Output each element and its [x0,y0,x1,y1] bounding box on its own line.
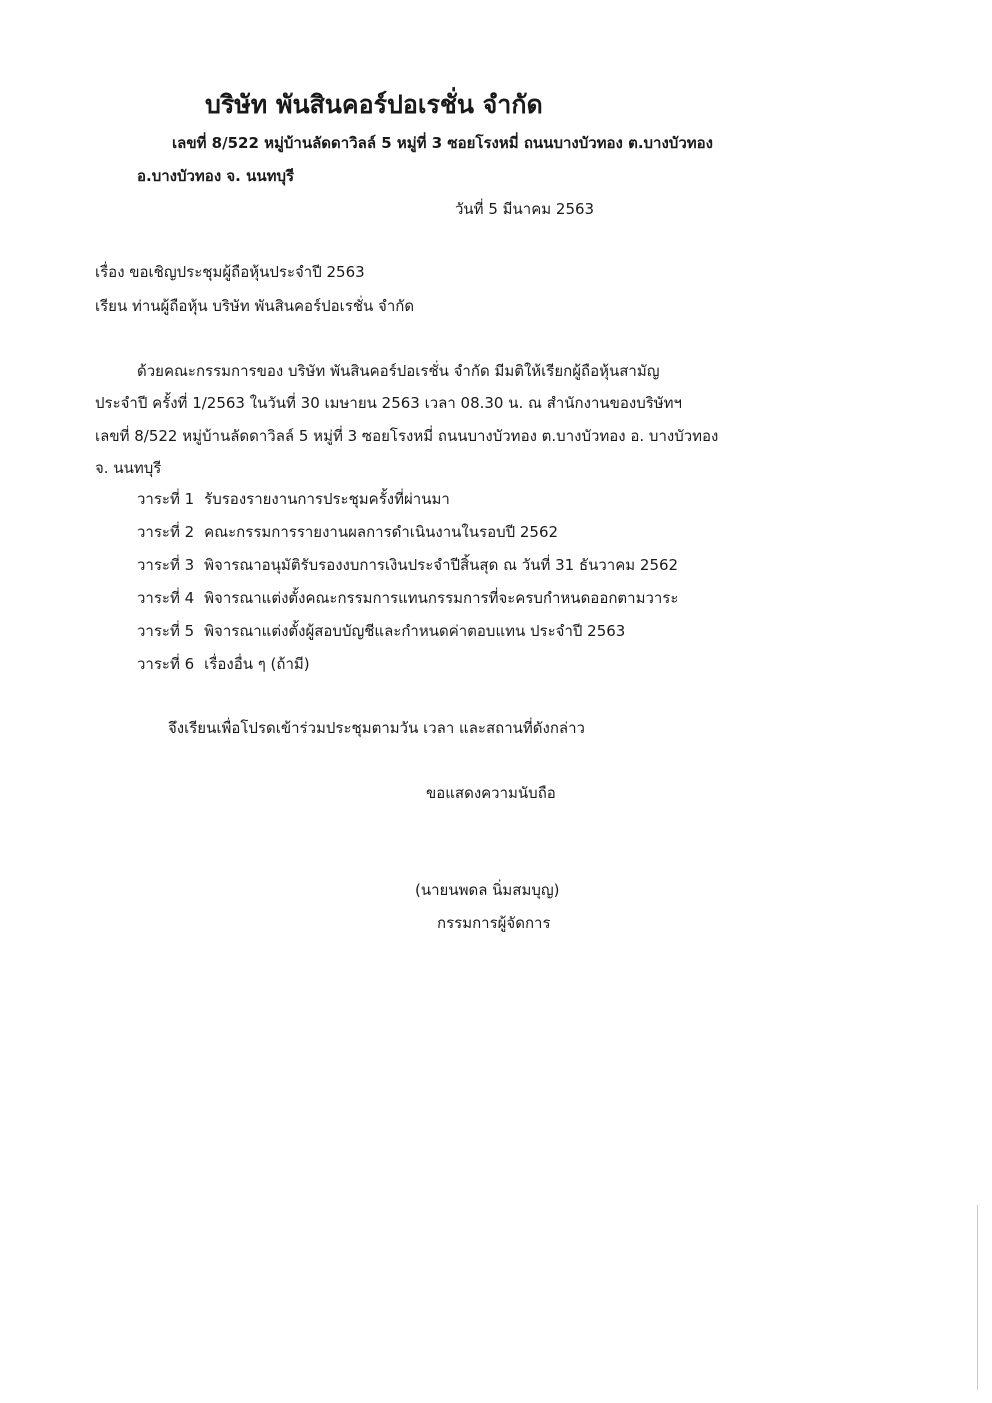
agenda-text: รับรองรายงานการประชุมครั้งที่ผ่านมา [204,490,450,508]
agenda-text: พิจารณาอนุมัติรับรองงบการเงินประจำปีสิ้นสุด ณ วันที่ 31 ธันวาคม 2562 [204,556,679,574]
agenda-text: พิจารณาแต่งตั้งผู้สอบบัญชีและกำหนดค่าตอบแทน ประจำปี 2563 [204,622,626,640]
signer-name: (นายนพดล นิ่มสมบุญ) [415,881,560,899]
letter-recipient: เรียน ท่านผู้ถือหุ้น บริษัท พันสินคอร์ปอเรชั่น จำกัด [95,297,415,315]
agenda-number: วาระที่ 5 [137,622,195,640]
company-address-line-2: อ.บางบัวทอง จ. นนทบุรี [137,167,295,185]
agenda-text: พิจารณาแต่งตั้งคณะกรรมการแทนกรรมการที่จะครบกำหนดออกตามวาระ [204,589,679,607]
agenda-text: คณะกรรมการรายงานผลการดำเนินงานในรอบปี 2562 [204,523,559,541]
company-address-line-1: เลขที่ 8/522 หมู่บ้านลัดดาวิลล์ 5 หมู่ที่ 3 ซอยโรงหมี่ ถนนบางบัวทอง ต.บางบัวทอง [172,134,713,152]
closing-statement: จึงเรียนเพื่อโปรดเข้าร่วมประชุมตามวัน เวลา และสถานที่ดังกล่าว [168,719,585,737]
agenda-number: วาระที่ 4 [137,589,195,607]
company-name: บริษัท พันสินคอร์ปอเรชั่น จำกัด [205,90,543,119]
agenda-item [137,555,678,588]
body-line-4: จ. นนทบุรี [95,459,162,477]
letter-date: วันที่ 5 มีนาคม 2563 [455,200,595,218]
agenda-item [137,489,678,522]
agenda-item [137,621,678,654]
scan-edge-artifact [977,1205,978,1390]
agenda-number: วาระที่ 3 [137,556,195,574]
agenda-item [137,522,678,555]
body-line-3: เลขที่ 8/522 หมู่บ้านลัดดาวิลล์ 5 หมู่ที่ 3 ซอยโรงหมี่ ถนนบางบัวทอง ต.บางบัวทอง อ. บางบัวทอง [95,427,719,445]
agenda-item [137,654,678,687]
body-line-2: ประจำปี ครั้งที่ 1/2563 ในวันที่ 30 เมษายน 2563 เวลา 08.30 น. ณ สำนักงานของบริษัทฯ [95,394,682,412]
agenda-text: เรื่องอื่น ๆ (ถ้ามี) [204,655,310,673]
agenda-number: วาระที่ 2 [137,523,195,541]
body-line-1: ด้วยคณะกรรมการของ บริษัท พันสินคอร์ปอเรชั่น จำกัด มีมติให้เรียกผู้ถือหุ้นสามัญ [137,362,660,380]
signer-title: กรรมการผู้จัดการ [437,914,551,932]
agenda-number: วาระที่ 1 [137,490,195,508]
letter-subject: เรื่อง ขอเชิญประชุมผู้ถือหุ้นประจำปี 2563 [95,263,365,281]
complimentary-close: ขอแสดงความนับถือ [426,784,556,802]
agenda-number: วาระที่ 6 [137,655,195,673]
agenda-list [137,489,678,687]
agenda-item [137,588,678,621]
